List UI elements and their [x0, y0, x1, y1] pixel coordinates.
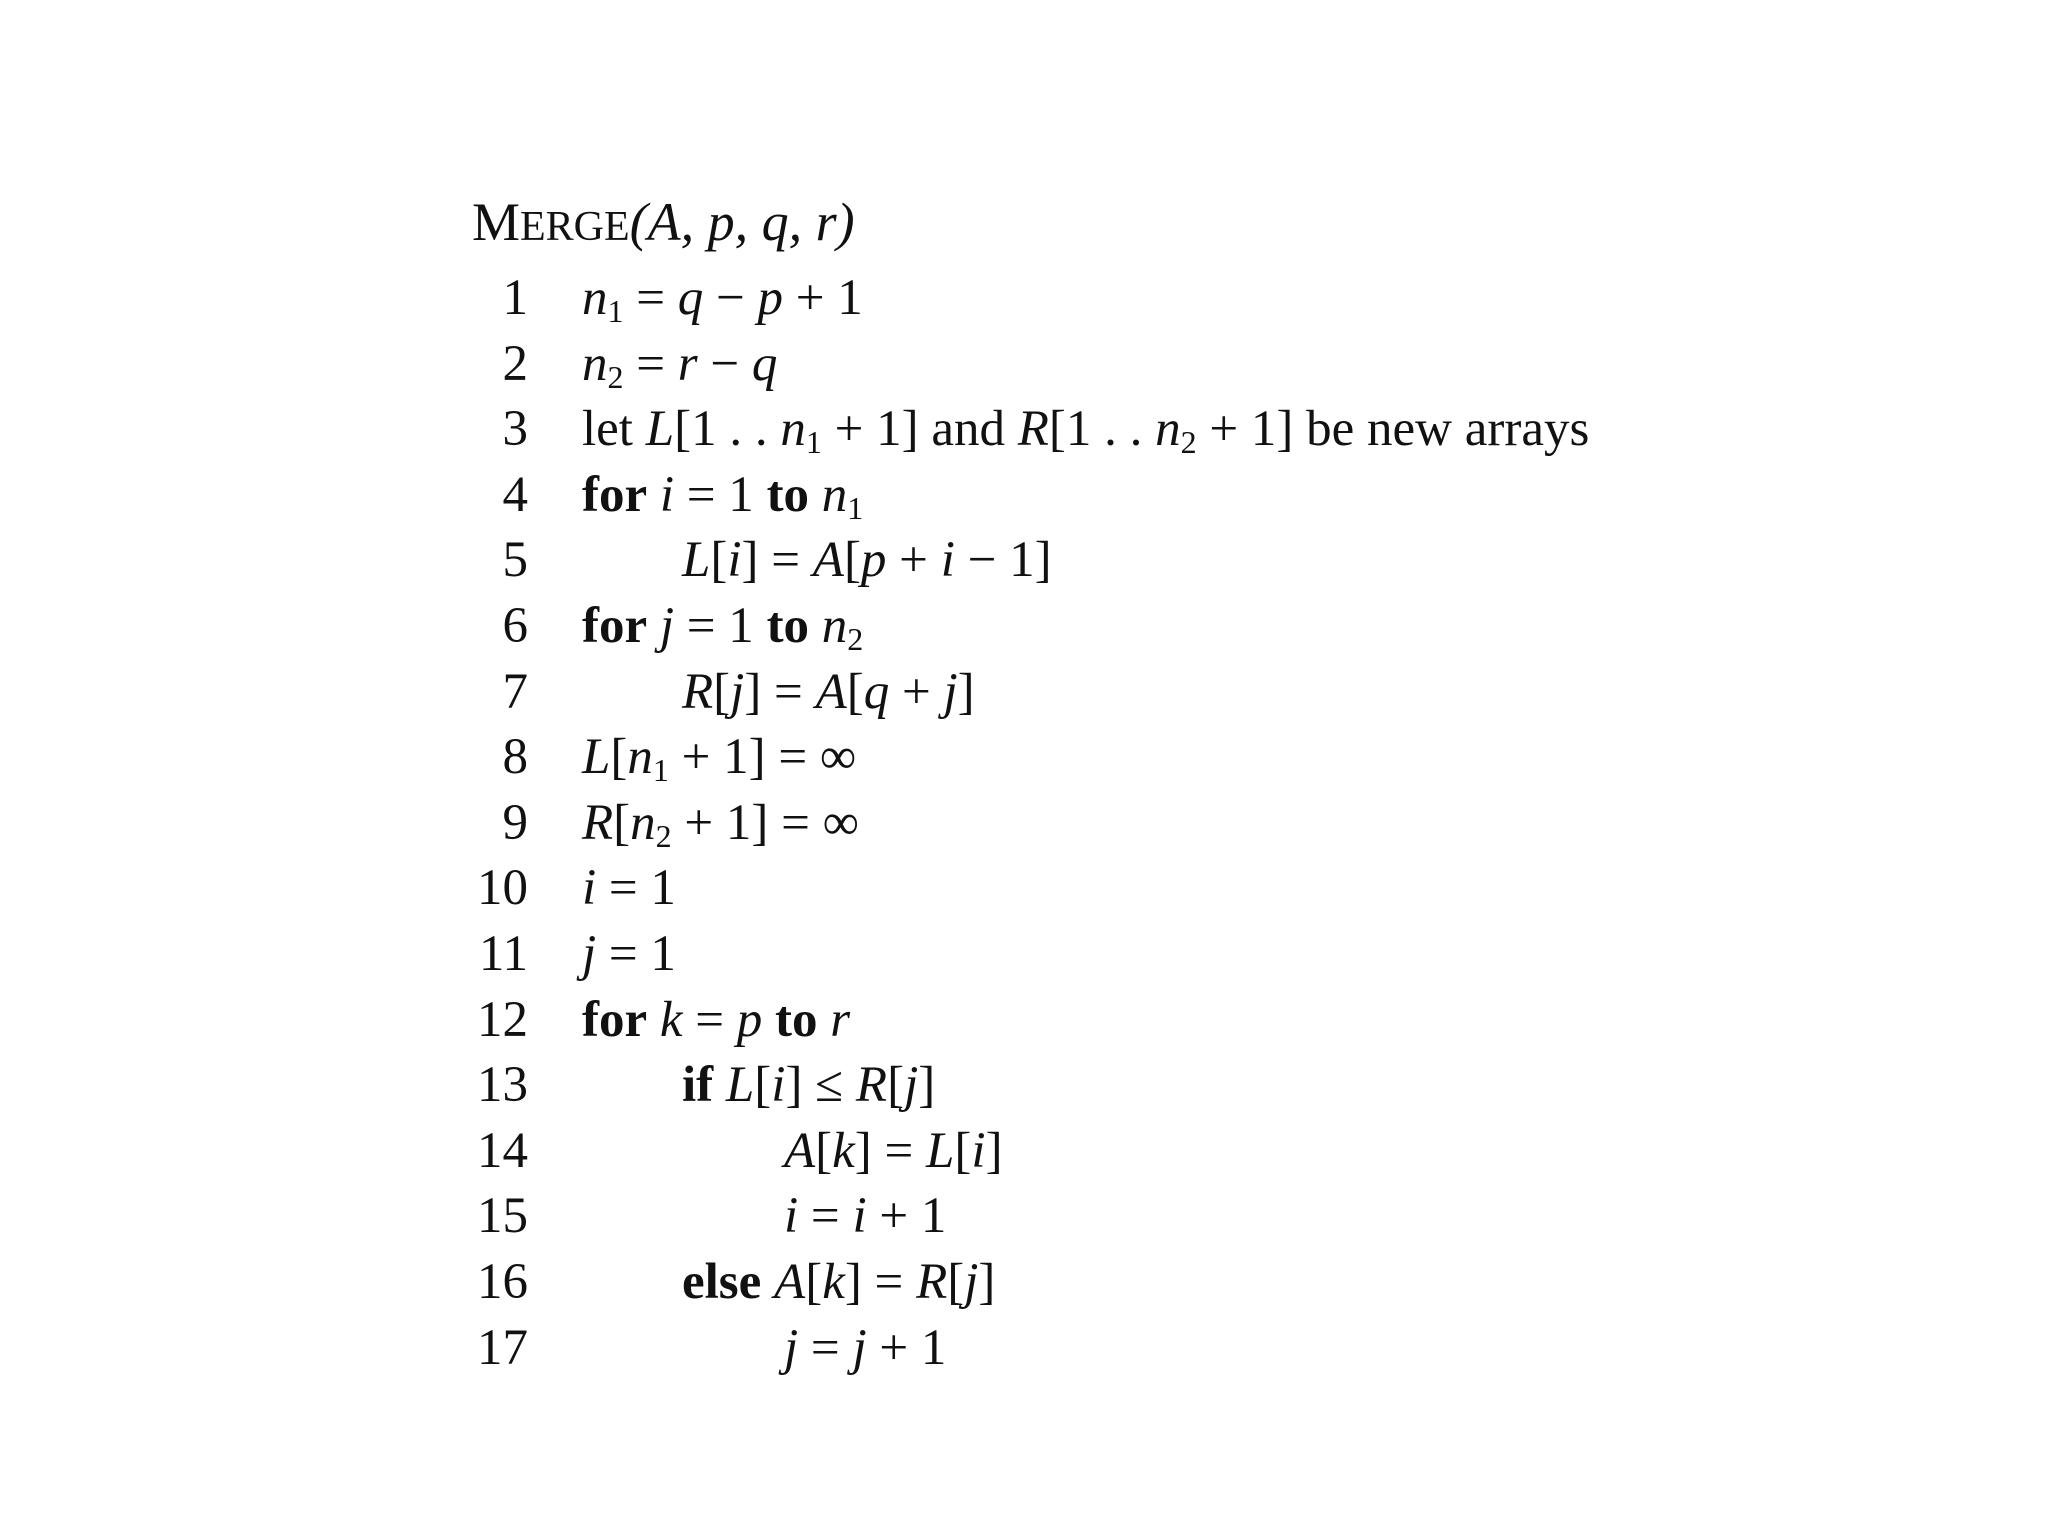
code-text: let L[1 . . $n_1 + 1$] and R[1 . . $n_2 + 1$] be new arrays — [582, 401, 1590, 461]
line-number: 7 — [502, 663, 528, 720]
code-line — [472, 466, 1792, 532]
procedure-name-initial: M — [472, 192, 521, 252]
code-line — [472, 400, 1792, 466]
code-text: for i = 1 to $n_1$ — [582, 466, 864, 526]
line-number: 8 — [502, 729, 528, 786]
code-text: else A[k] = R[j] — [682, 1253, 996, 1310]
code-line — [472, 531, 1792, 597]
code-text: $L[n_1 + 1]$ = ∞ — [582, 729, 857, 789]
code-text: i = 1 — [582, 860, 676, 917]
code-text: $n_2 = r - q$ — [582, 335, 778, 395]
line-number: 12 — [477, 991, 528, 1048]
code-text: A[k] = L[i] — [784, 1122, 1003, 1179]
line-number: 5 — [502, 532, 528, 589]
code-text: if L[i] ≤ R[j] — [682, 1057, 936, 1114]
code-text: for j = 1 to $n_2$ — [582, 597, 864, 657]
line-number: 15 — [477, 1188, 528, 1245]
code-line — [472, 335, 1792, 401]
procedure-name-rest: ERGE — [520, 204, 630, 250]
line-number: 16 — [477, 1253, 528, 1310]
line-number: 10 — [477, 860, 528, 917]
code-line — [472, 728, 1792, 794]
code-line — [472, 925, 1792, 991]
code-text: j = j + 1 — [784, 1319, 947, 1376]
code-line — [472, 991, 1792, 1057]
line-number: 14 — [477, 1122, 528, 1179]
code-text: R[j] = A[q + j] — [682, 663, 975, 720]
code-line — [472, 794, 1792, 860]
line-number: 1 — [502, 270, 528, 326]
code-line — [472, 597, 1792, 663]
code-line — [472, 1122, 1792, 1188]
code-text: for k = p to r — [582, 991, 851, 1048]
procedure-params: (A, p, q, r) — [629, 192, 855, 252]
code-text: $R[n_2 + 1]$ = ∞ — [582, 794, 860, 854]
line-number: 6 — [502, 597, 528, 654]
line-number: 2 — [502, 335, 528, 392]
code-line — [472, 1253, 1792, 1319]
pseudocode-block — [472, 190, 1792, 1384]
code-text: i = i + 1 — [784, 1188, 947, 1245]
code-text: j = 1 — [582, 925, 676, 982]
code-line — [472, 859, 1792, 925]
code-text: L[i] = A[p + i − 1] — [682, 532, 1052, 589]
line-number: 11 — [478, 925, 528, 982]
code-line — [472, 1056, 1792, 1122]
code-line — [472, 269, 1792, 335]
line-number: 17 — [477, 1319, 528, 1376]
line-number: 13 — [477, 1057, 528, 1114]
line-number: 9 — [502, 794, 528, 851]
code-line — [472, 663, 1792, 729]
code-text: $n_1 = q - p + 1$ — [582, 270, 863, 329]
code-line — [472, 1187, 1792, 1253]
line-number: 4 — [502, 466, 528, 523]
line-number: 3 — [502, 401, 528, 458]
procedure-title — [472, 190, 1792, 259]
code-line — [472, 1319, 1792, 1385]
